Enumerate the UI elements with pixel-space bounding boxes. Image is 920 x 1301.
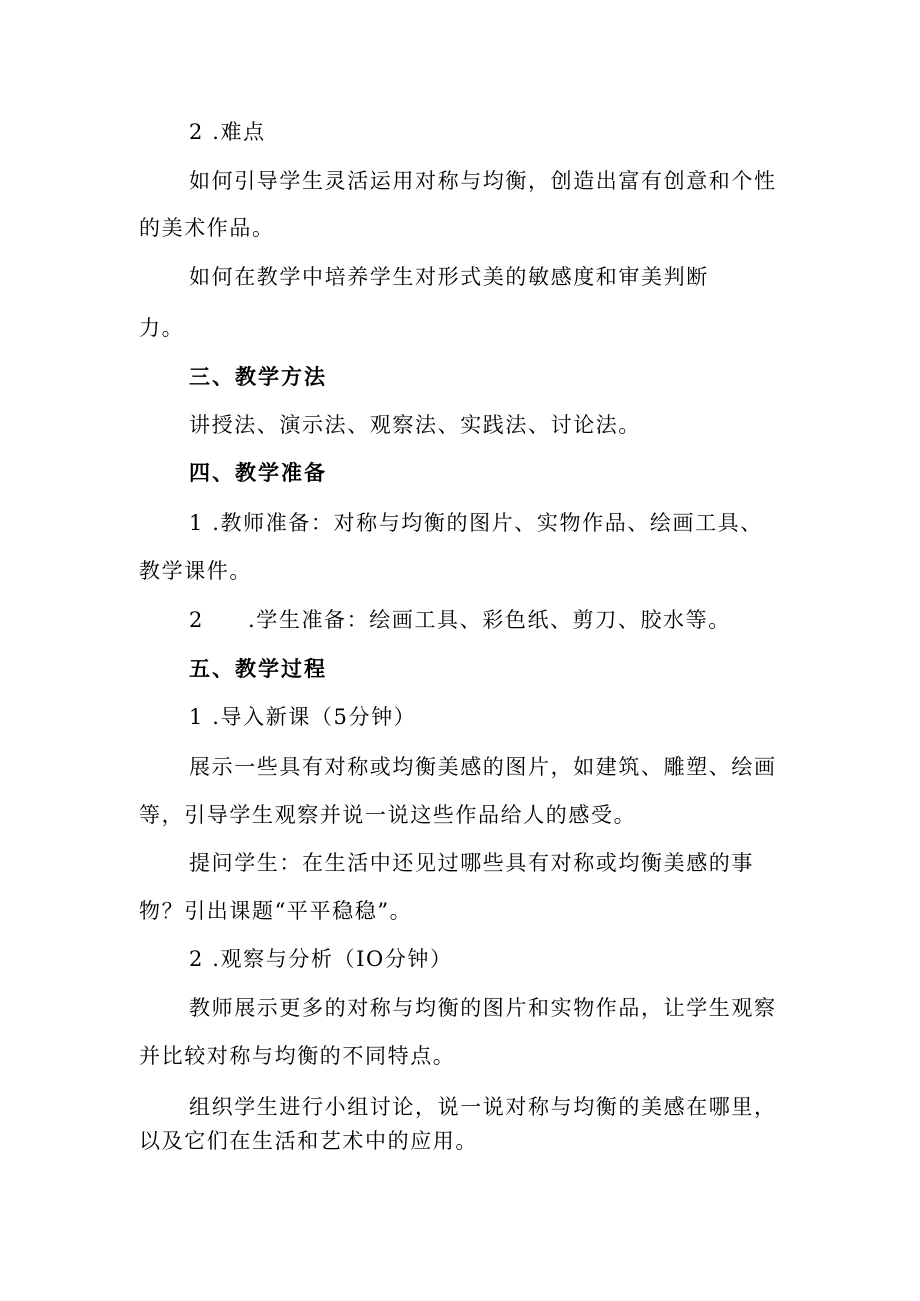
paragraph-line: 并比较对称与均衡的不同特点。 <box>139 1044 456 1068</box>
subsection-heading-difficulty: 2 .难点 <box>189 120 266 144</box>
paragraph-line: 以及它们在生活和艺术中的应用。 <box>139 1129 478 1153</box>
paragraph-line: 组织学生进行小组讨论，说一说对称与均衡的美感在哪里， <box>189 1095 777 1119</box>
paragraph-line: 教学课件。 <box>139 559 252 583</box>
paragraph-line: 的美术作品。 <box>139 216 275 240</box>
paragraph-line: 展示一些具有对称或均衡美感的图片，如建筑、雕塑、绘画 <box>189 755 777 779</box>
paragraph-line: 讲授法、演示法、观察法、实践法、讨论法。 <box>189 413 641 437</box>
paragraph-line: 等，引导学生观察并说一说这些作品给人的感受。 <box>139 803 637 827</box>
list-item-student-prep <box>189 605 731 635</box>
paragraph-line: 提问学生：在生活中还见过哪些具有对称或均衡美感的事 <box>189 851 754 875</box>
subsection-heading-observation: 2 .观察与分析（IO分钟） <box>189 947 453 971</box>
subsection-heading-introduction: 1 .导入新课（5分钟） <box>189 705 417 729</box>
section-heading-teaching-methods: 三、教学方法 <box>189 364 327 389</box>
paragraph-line: 如何在教学中培养学生对形式美的敏感度和审美判断 <box>189 265 709 289</box>
paragraph-line: 如何引导学生灵活运用对称与均衡，创造出富有创意和个性 <box>189 169 777 193</box>
paragraph-line: 物？引出课题“平平稳稳”。 <box>139 899 413 923</box>
list-item-number: 2 <box>189 608 204 632</box>
paragraph-line: 教师展示更多的对称与均衡的图片和实物作品，让学生观察 <box>189 996 777 1020</box>
section-heading-teaching-process: 五、教学过程 <box>189 656 327 681</box>
list-item-text: .学生准备：绘画工具、彩色纸、剪刀、胶水等。 <box>247 608 731 632</box>
paragraph-line: 力。 <box>139 316 185 340</box>
section-heading-teaching-preparation: 四、教学准备 <box>189 460 327 485</box>
list-item-teacher-prep: 1 .教师准备：对称与均衡的图片、实物作品、绘画工具、 <box>189 511 763 535</box>
